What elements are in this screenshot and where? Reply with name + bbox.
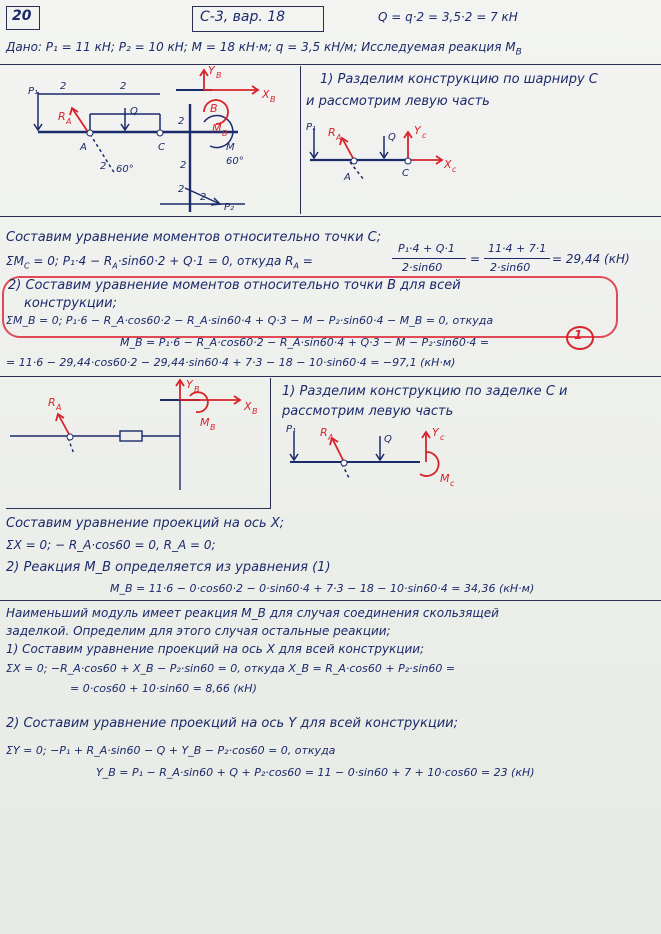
eq2-line5: = 11·6 − 29,44·cos60·2 − 29,44·sin60·4 + 7·3 − 18 − 10·sin60·4 = −97,1 (кН·м) bbox=[6, 356, 456, 369]
eq4-line5: = 0·cos60 + 10·sin60 = 8,66 (кН) bbox=[70, 682, 257, 695]
svg-text:c: c bbox=[452, 165, 457, 174]
svg-text:X: X bbox=[244, 400, 252, 413]
eq4-line2: заделкой. Определим для этого случая остальные реакции; bbox=[6, 624, 391, 638]
svg-text:2: 2 bbox=[60, 81, 67, 92]
svg-text:A: A bbox=[344, 172, 351, 183]
svg-text:Y: Y bbox=[186, 378, 193, 391]
svg-text:Q: Q bbox=[384, 434, 392, 445]
eq3-line4: M_B = 11·6 − 0·cos60·2 − 0·sin60·4 + 7·3 − 18 − 10·sin60·4 = 34,36 (кН·м) bbox=[110, 582, 535, 595]
eq3-line3: 2) Реакция M_B определяется из уравнения (1) bbox=[6, 560, 331, 575]
svg-text:2: 2 bbox=[200, 192, 207, 203]
eq1-frac1-den: 2·sin60 bbox=[402, 261, 443, 274]
given-line: Дано: P₁ = 11 кН; P₂ = 10 кН; M = 18 кН·м; q = 3,5 кН/м; Исследуемая реакция $M_B$ bbox=[6, 40, 522, 58]
svg-text:B: B bbox=[210, 102, 218, 115]
fig1-p1: P₁ bbox=[28, 86, 39, 97]
svg-text:C: C bbox=[158, 142, 165, 153]
figure1-structure bbox=[0, 64, 300, 214]
svg-text:P₁: P₁ bbox=[286, 424, 297, 435]
svg-text:M: M bbox=[212, 122, 222, 135]
svg-text:B: B bbox=[194, 385, 200, 394]
svg-text:P₂: P₂ bbox=[224, 202, 235, 213]
eq2-line1: 2) Составим уравнение моментов относительно точки B для всей bbox=[8, 278, 461, 293]
svg-text:2: 2 bbox=[120, 81, 127, 92]
fraction-bar bbox=[392, 258, 466, 259]
eq1-frac2-num: 11·4 + 7·1 bbox=[488, 242, 547, 255]
eq1-line2: $\Sigma M_C = 0$; $P_1\cdot 4 - R_A\cdot\sin 60\cdot 2 + Q\cdot 1 = 0$, откуда $R_A$ = bbox=[6, 254, 313, 271]
svg-text:c: c bbox=[450, 479, 455, 488]
divider bbox=[0, 600, 661, 601]
svg-text:X: X bbox=[444, 158, 452, 171]
svg-text:B: B bbox=[216, 71, 222, 80]
svg-text:P₁: P₁ bbox=[306, 122, 317, 133]
q-total: Q = q·2 = 3,5·2 = 7 кН bbox=[378, 10, 518, 24]
step2-subheading: рассмотрим левую часть bbox=[282, 404, 454, 419]
mark-number: 1 bbox=[574, 328, 583, 342]
step1-heading: 1) Разделим конструкцию по шарниру C bbox=[320, 72, 598, 87]
step1-subheading: и рассмотрим левую часть bbox=[306, 94, 490, 109]
eq1-line1: Составим уравнение моментов относительно точки C; bbox=[6, 230, 382, 245]
svg-text:C: C bbox=[402, 168, 409, 179]
figure2-structure bbox=[0, 378, 270, 508]
svg-text:Q: Q bbox=[130, 106, 138, 117]
eq1-frac2-den: 2·sin60 bbox=[490, 261, 531, 274]
eq4-line7: ΣY = 0; −P₁ + R_A·sin60 − Q + Y_B − P₂·cos60 = 0, откуда bbox=[6, 744, 336, 757]
svg-text:M: M bbox=[440, 472, 450, 485]
svg-text:Y: Y bbox=[414, 124, 421, 137]
eq4-line3: 1) Составим уравнение проекций на ось X для всей конструкции; bbox=[6, 642, 425, 656]
svg-text:Y: Y bbox=[208, 64, 215, 77]
svg-text:2: 2 bbox=[178, 184, 185, 195]
divider bbox=[0, 216, 661, 217]
fraction-bar bbox=[484, 258, 550, 259]
eq4-line1: Наименьший модуль имеет реакция M_B для случая соединения скользящей bbox=[6, 606, 499, 620]
eq4-line6: 2) Составим уравнение проекций на ось Y для всей конструкции; bbox=[6, 716, 458, 731]
svg-text:c: c bbox=[440, 433, 445, 442]
eq1-frac1-num: P₁·4 + Q·1 bbox=[398, 242, 455, 255]
svg-text:60°: 60° bbox=[226, 156, 244, 167]
eq3-line1: Составим уравнение проекций на ось X; bbox=[6, 516, 285, 531]
svg-text:R: R bbox=[48, 396, 56, 409]
svg-text:Y: Y bbox=[432, 426, 439, 439]
eq3-line2: ΣX = 0; − R_A·cos60 = 0, R_A = 0; bbox=[6, 538, 216, 552]
svg-text:B: B bbox=[222, 129, 228, 138]
svg-text:X: X bbox=[262, 88, 270, 101]
eq2-line2: конструкции; bbox=[24, 296, 117, 311]
equals: = bbox=[470, 252, 481, 266]
svg-text:A: A bbox=[336, 133, 342, 142]
svg-text:B: B bbox=[270, 95, 276, 104]
svg-text:R: R bbox=[328, 126, 336, 139]
eq4-line4: ΣX = 0; −R_A·cos60 + X_B − P₂·sin60 = 0, откуда X_B = R_A·cos60 + P₂·sin60 = bbox=[6, 662, 456, 675]
svg-text:2: 2 bbox=[180, 160, 187, 171]
svg-text:R: R bbox=[320, 426, 328, 439]
svg-text:A: A bbox=[328, 433, 334, 442]
step1-figure bbox=[300, 118, 490, 193]
svg-text:Q: Q bbox=[388, 132, 396, 143]
svg-text:A: A bbox=[66, 117, 72, 126]
svg-text:M: M bbox=[226, 142, 235, 153]
page-title: С-3, вар. 18 bbox=[200, 9, 286, 25]
eq4-line8: Y_B = P₁ − R_A·sin60 + Q + P₂·cos60 = 11 − 0·sin60 + 7 + 10·cos60 = 23 (кН) bbox=[96, 766, 535, 779]
svg-text:M: M bbox=[200, 416, 210, 429]
page-number: 20 bbox=[12, 8, 32, 24]
step2-figure bbox=[280, 420, 480, 500]
svg-text:2: 2 bbox=[100, 161, 107, 172]
step2-heading: 1) Разделим конструкцию по заделке C и bbox=[282, 384, 568, 399]
eq2-line4: M_B = P₁·6 − R_A·cos60·2 − R_A·sin60·4 + Q·3 − M − P₂·sin60·4 = bbox=[120, 336, 490, 349]
eq2-line3: ΣM_B = 0; P₁·6 − R_A·cos60·2 − R_A·sin60·4 + Q·3 − M − P₂·sin60·4 − M_B = 0, откуда bbox=[6, 314, 494, 327]
svg-text:2: 2 bbox=[178, 116, 185, 127]
svg-text:B: B bbox=[210, 423, 216, 432]
svg-text:A: A bbox=[56, 403, 62, 412]
divider bbox=[0, 376, 661, 377]
svg-text:60°: 60° bbox=[116, 164, 134, 175]
eq1-result: = 29,44 (кН) bbox=[552, 252, 630, 266]
svg-text:A: A bbox=[80, 142, 87, 153]
svg-text:R: R bbox=[58, 110, 66, 123]
svg-text:B: B bbox=[252, 407, 258, 416]
svg-text:c: c bbox=[422, 131, 427, 140]
